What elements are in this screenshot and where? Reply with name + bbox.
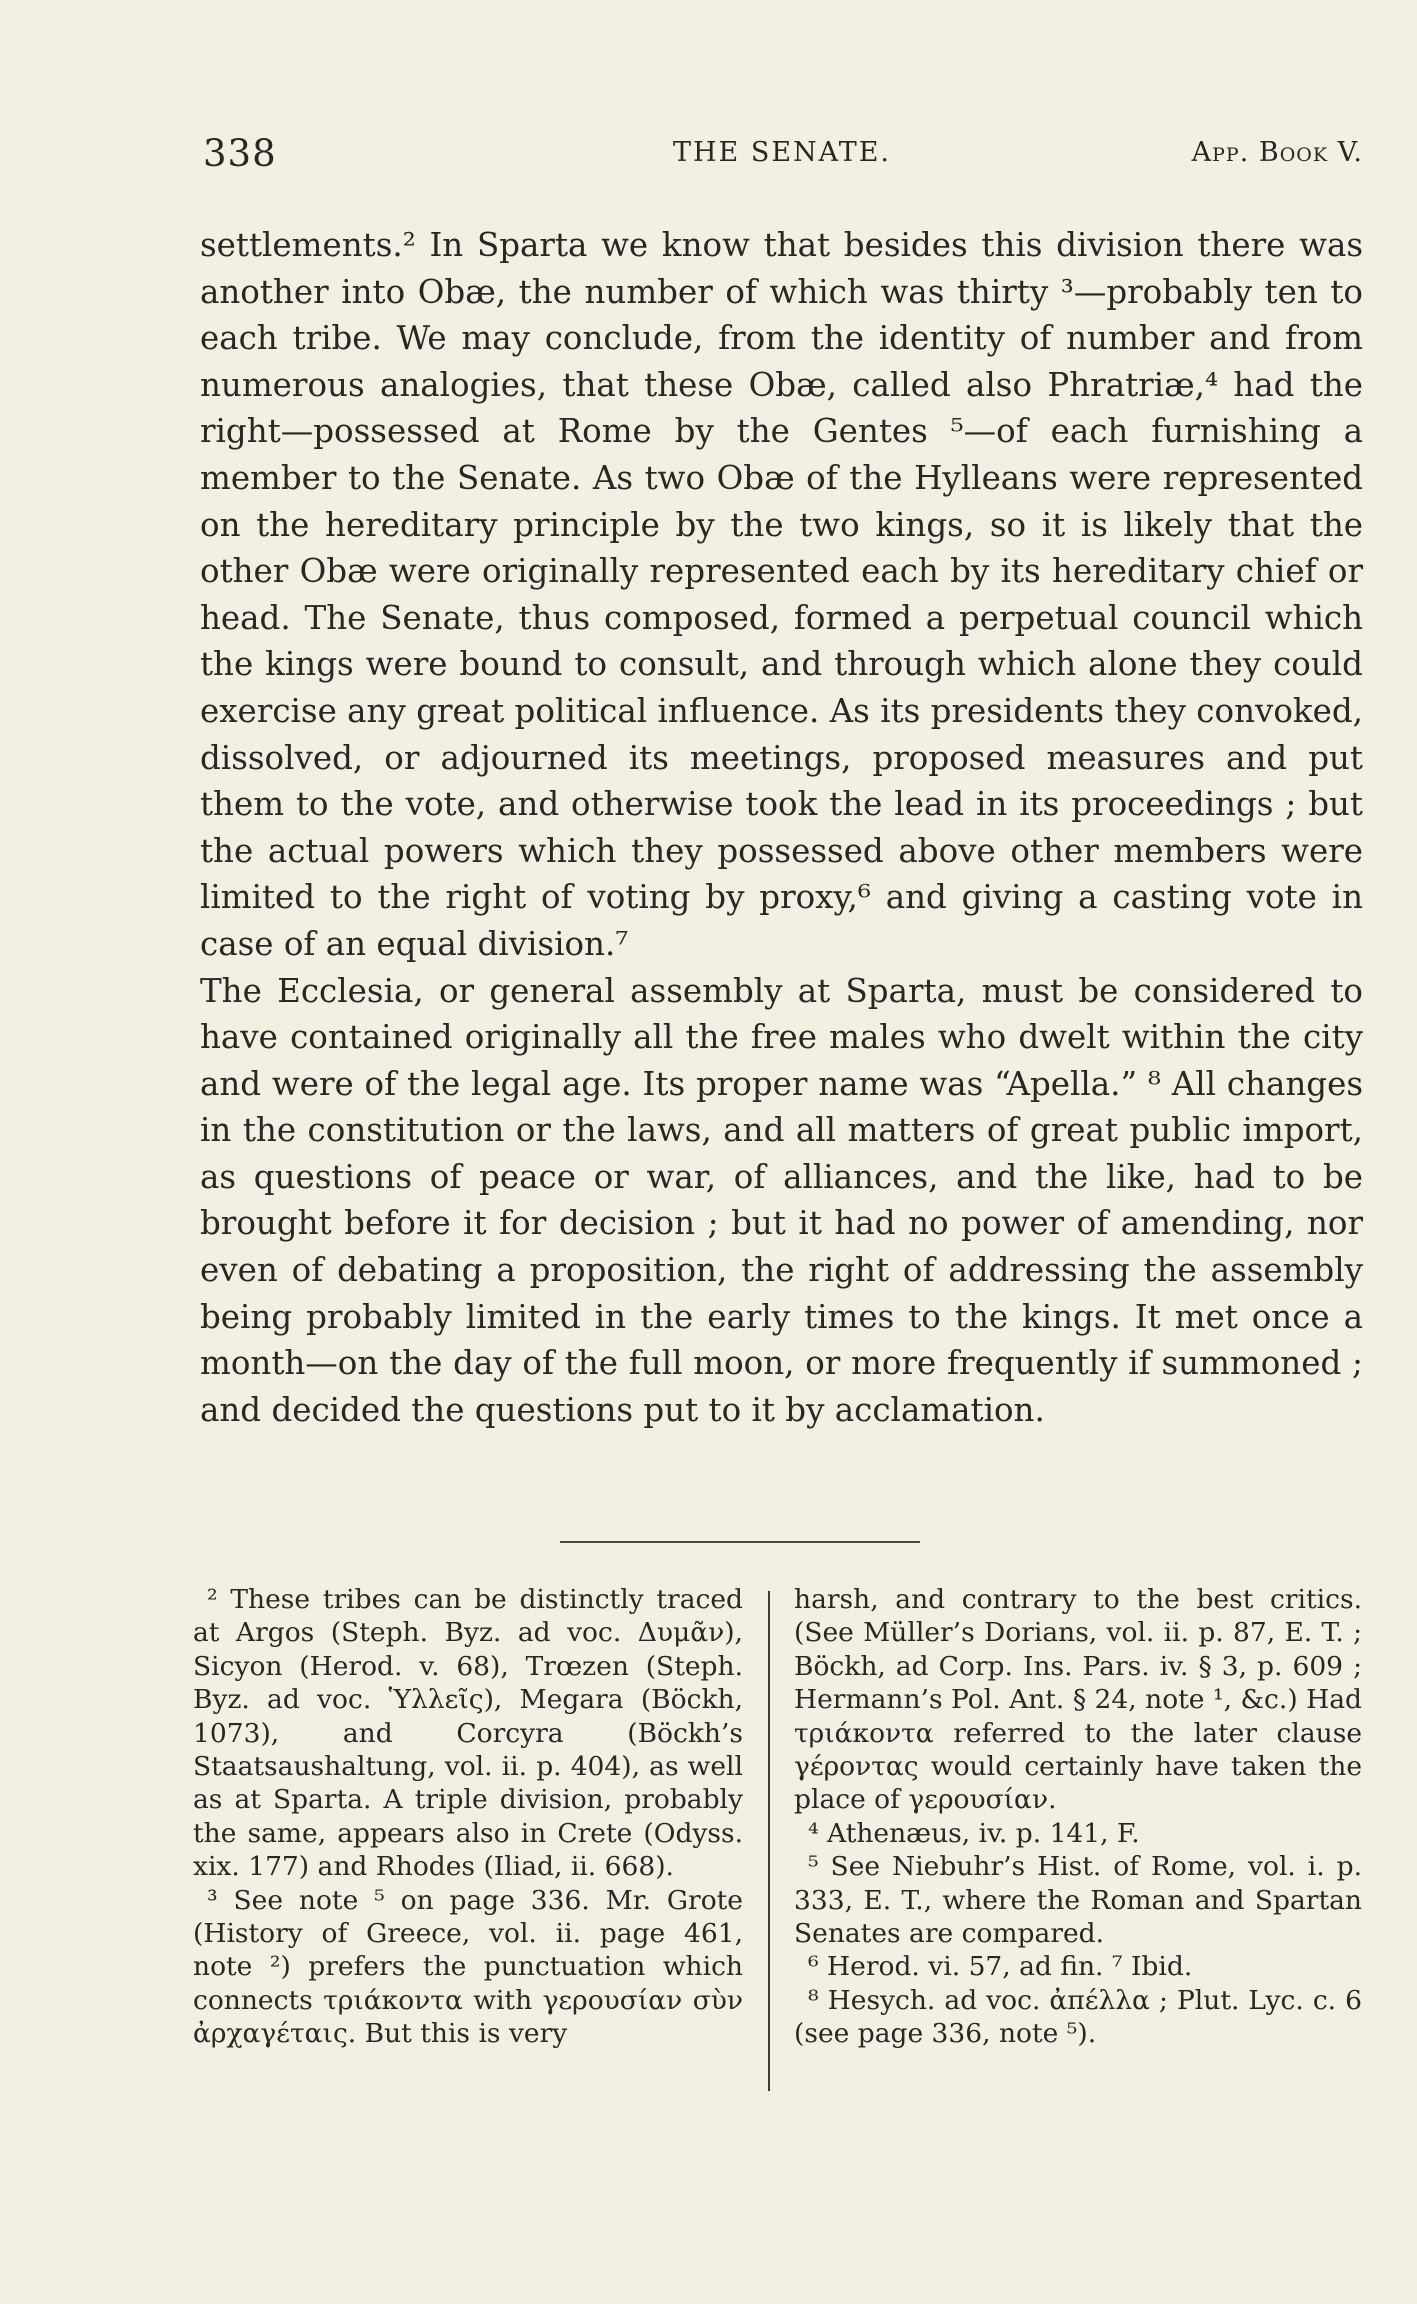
running-head [203,132,1363,192]
footnote-column-left [193,1583,743,2051]
paragraph-1: settlements.² In Sparta we know that besides this division there was another into Obæ, the number of which was thirty ³—probably ten to each tribe. We may conclude, from the identity of number and from numerous analogies, that these Obæ, called also Phratriæ,⁴ had the right—possessed at Rome by the Gentes ⁵—of each furnishing a member to the Senate. As two Obæ of the Hylleans were represented on the hereditary principle by the two kings, so it is likely that the other Obæ were originally represented each by its hereditary chief or head. The Senate, thus composed, formed a perpetual council which the kings were bound to consult, and through which alone they could exercise any great political influence. As its presidents they convoked, dissolved, or adjourned its meetings, proposed measures and put them to the vote, and otherwise took the lead in its proceedings ; but the actual powers which they possessed above other members were limited to the right of voting by proxy,⁶ and giving a casting vote in case of an equal division.⁷ [200,226,1363,963]
footnote-3-continued: harsh, and contrary to the best critics. (See Müller’s Dorians, vol. ii. p. 87, E. T. ; Böckh, ad Corp. Ins. Pars. iv. § 3, p. 609 ; Hermann’s Pol. Ant. § 24, note ¹, &c.) Had τριάκοντα referred to the later clause γέροντας would certainly have taken the place of γερουσίαν. [794,1584,1362,1816]
footnote-column-right [794,1583,1362,2051]
paragraph-2: The Ecclesia, or general assembly at Sparta, must be considered to have contained originally all the free males who dwelt within the city and were of the legal age. Its proper name was “Apella.” ⁸ All changes in the constitution or the laws, and all matters of great public import, as questions of peace or war, of alliances, and the like, had to be brought before it for decision ; but it had no power of amending, nor even of debating a proposition, the right of addressing the assembly being probably limited in the early times to the kings. It met once a month—on the day of the full moon, or more frequently if summoned ; and decided the questions put to it by acclamation. [200,971,1363,1429]
footnote-5: ⁵ See Niebuhr’s Hist. of Rome, vol. i. p. 333, E. T., where the Roman and Spartan Senates are compared. [794,1851,1362,1950]
page-number: 338 [203,132,277,175]
footnote-rule [560,1541,920,1543]
footnote-3: ³ See note ⁵ on page 336. Mr. Grote (History of Greece, vol. ii. page 461, note ²) prefers the punctuation which connects τριάκοντα with γερουσίαν σὺν ἀρχαγέταις. But this is very [193,1884,743,2050]
footnote-2: ² These tribes can be distinctly traced at Argos (Steph. Byz. ad voc. Δυμᾶν), Sicyon (Herod. v. 68), Trœzen (Steph. Byz. ad voc. Ὑλλεῖς), Megara (Böckh, 1073), and Corcyra (Böckh’s Staatsaushaltung, vol. ii. p. 404), as well as at Sparta. A triple division, probably the same, appears also in Crete (Odyss. xix. 177) and Rhodes (Iliad, ii. 668). [193,1584,743,1883]
footnote-8: ⁸ Hesych. ad voc. ἀπέλλα ; Plut. Lyc. c. 6 (see page 336, note ⁵). [794,1984,1362,2050]
footnotes [193,1583,1363,2103]
column-divider [768,1591,770,2091]
footnote-6-7: ⁶ Herod. vi. 57, ad fin. ⁷ Ibid. [808,1951,1193,1983]
footnote-4: ⁴ Athenæus, iv. p. 141, F. [808,1817,1140,1849]
book-reference: App. Book V. [1191,137,1363,168]
body-text [200,222,1363,1433]
running-title: THE SENATE. [673,137,892,168]
